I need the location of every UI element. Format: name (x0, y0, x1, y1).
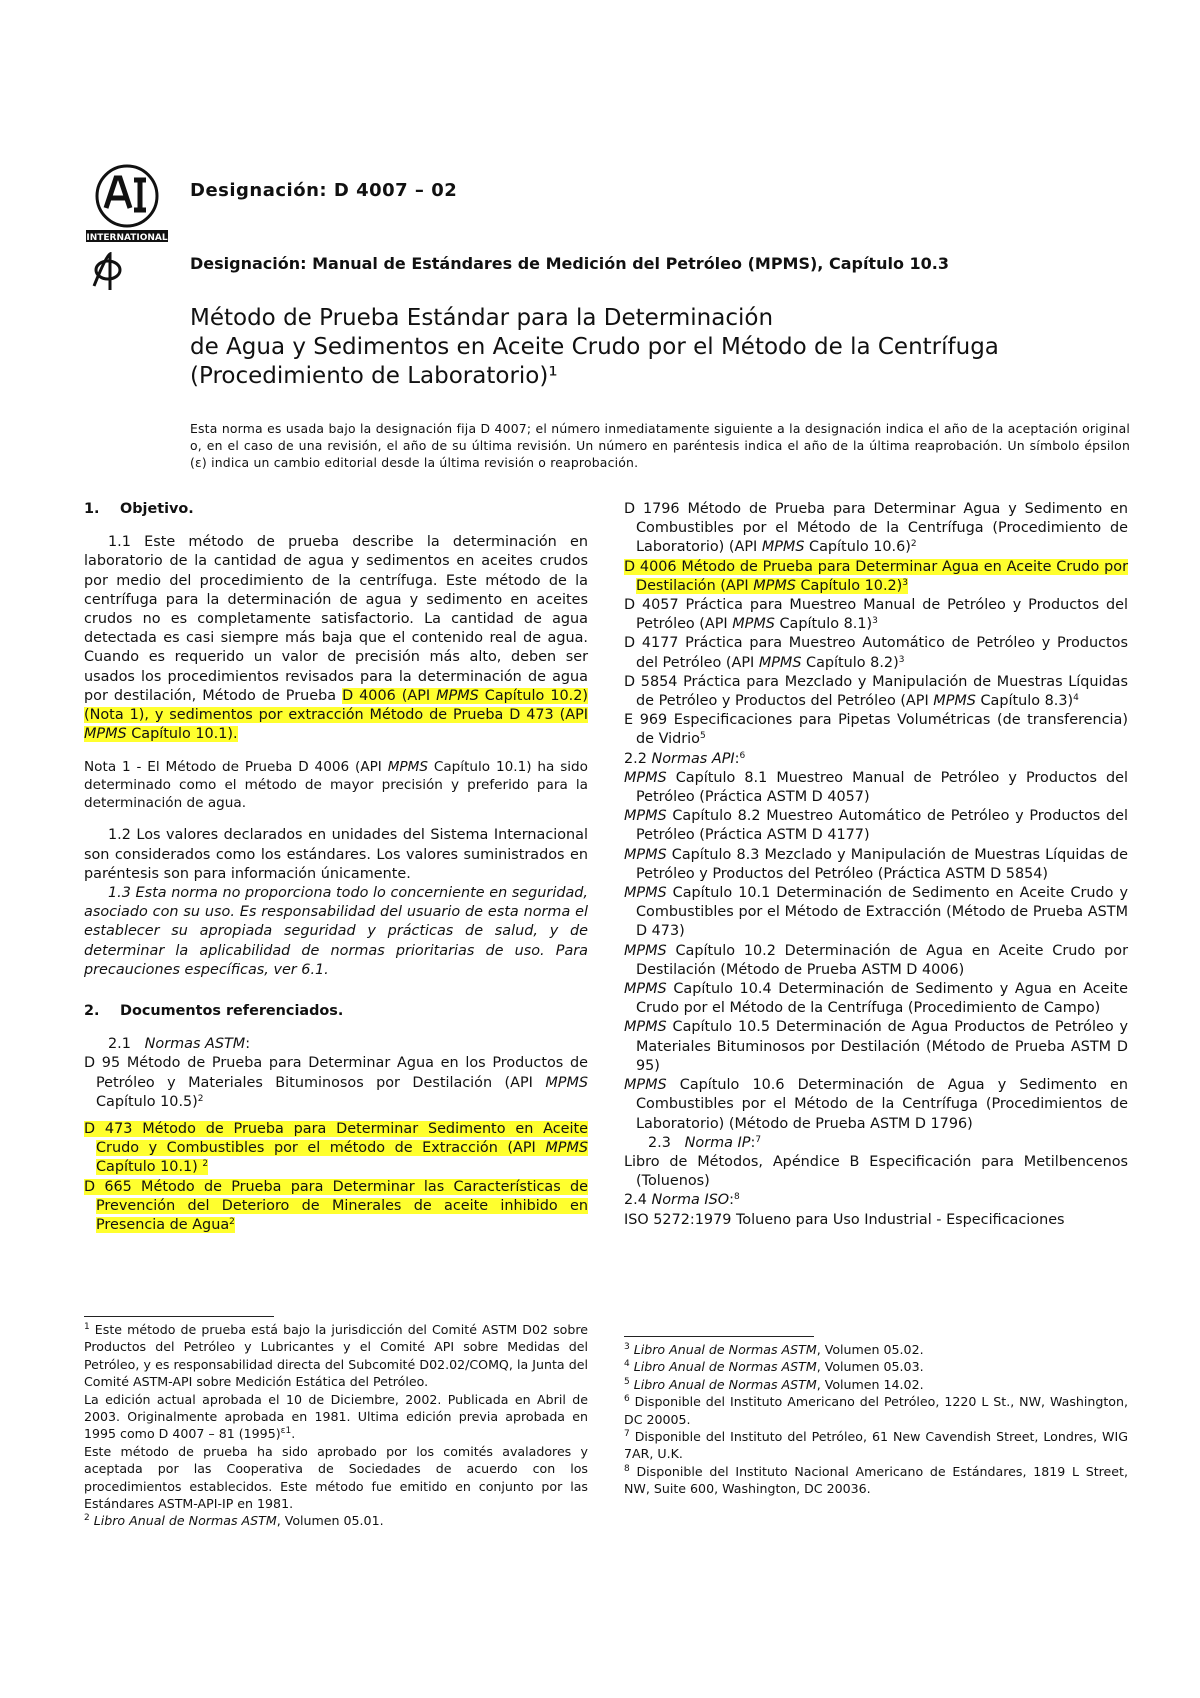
ref-mpms-8-2: MPMS Capítulo 8.2 Muestreo Automático de Petróleo y Productos del Petróleo (Práctica ASTM D 4177) (624, 808, 1128, 844)
footnote-6: $^6$ Disponible del Instituto Americano del Petróleo, 1220 L St., NW, Washington, DC 20005. (624, 1394, 1128, 1427)
ref-e969: E 969 Especificaciones para Pipetas Volumétricas (de transferencia) de Vidrio$^5$ (624, 712, 1128, 748)
footnote-7: $^7$ Disponible del Instituto del Petróleo, 61 New Cavendish Street, Londres, WIG 7AR, U.K. (624, 1429, 1128, 1462)
ref-mpms-10-2: MPMS Capítulo 10.2 Determinación de Agua en Aceite Crudo por Destilación (Método de Prueba ASTM D 4006) (624, 942, 1128, 978)
ref-d473: D 473 Método de Prueba para Determinar Sedimento en Aceite Crudo y Combustibles por el método de Extracción (API MPMS Capítulo 10.1) $^2$ (84, 1121, 588, 1176)
subsection-2-2: 2.2 Normas API:$^6$ (624, 750, 746, 767)
api-logo (86, 252, 126, 292)
ref-mpms-8-3: MPMS Capítulo 8.3 Mezclado y Manipulación de Muestras Líquidas de Petróleo y Productos del Petróleo (Práctica ASTM D 5854) (624, 846, 1128, 882)
designation-2: Designación: Manual de Estándares de Medición del Petróleo (MPMS), Capítulo 10.3 (190, 254, 949, 273)
note-1: Nota 1 - El Método de Prueba D 4006 (API MPMS Capítulo 10.1) ha sido determinado como el método de mayor precisión y preferido para la determinación de agua. (84, 759, 589, 812)
ref-iso-5272: ISO 5272:1979 Tolueno para Uso Industrial - Especificaciones (624, 1211, 1065, 1228)
title-line-3: (Procedimiento de Laboratorio)¹ (190, 363, 558, 389)
footnote-3: $^3$ Libro Anual de Normas ASTM, Volumen 05.02. (624, 1342, 924, 1357)
footnote-8: $^8$ Disponible del Instituto Nacional Americano de Estándares, 1819 L Street, NW, Suite 600, Washington, DC 20036. (624, 1463, 1128, 1497)
ref-d4057: D 4057 Práctica para Muestreo Manual de Petróleo y Productos del Petróleo (API MPMS Capítulo 8.1)$^3$ (624, 597, 1128, 633)
right-column (624, 500, 1128, 1230)
footnote-2: $^2$ Libro Anual de Normas ASTM, Volumen 05.01. (84, 1513, 384, 1529)
ref-d665: D 665 Método de Prueba para Determinar las Características de Prevención del Deterioro de Minerales de aceite inhibido en Presencia de Agua$^2$ (84, 1178, 588, 1234)
footnote-4: $^4$ Libro Anual de Normas ASTM, Volumen 05.03. (624, 1359, 924, 1375)
title-line-2: de Agua y Sedimentos en Aceite Crudo por el Método de la Centrífuga (190, 334, 999, 360)
paragraph-1-1: 1.1 Este método de prueba describe la determinación en laboratorio de la cantidad de agua y sedimentos en aceites crudos por medio del procedimiento de la centrífuga. Este método de la centrífuga para la determinación de agua y sedimento en aceites crudos no es completamente satisfactorio. La cantidad de agua detectada es casi siempre más baja que el contenido real de agua. Cuando es requerido un valor de precisión más alto, deben ser usados los procedimientos revisados para la determinación de agua por destilación, Método de Prueba D 4006 (API MPMS Capítulo 10.2) (Nota 1), y sedimentos por extracción Método de Prueba D 473 (API MPMS Capítulo 10.1). (84, 534, 588, 743)
paragraph-1-3: 1.3 Esta norma no proporciona todo lo concerniente en seguridad, asociado con su uso. Es responsabilidad del usuario de esta norma el establecer su apropiada seguridad y prácticas de salud, y de determinar la aplicabilidad de normas prioritarias de uso. Para precauciones específicas, ver 6.1. (84, 885, 588, 978)
document-title (190, 304, 1150, 391)
footnote-1-edition: La edición actual aprobada el 10 de Diciembre, 2002. Publicada en Abril de 2003. Originalmente aprobada en 1981. Ultima edición previa aprobada en 1995 como D 4007 – 81 $(1995)^{ɛ1}$. (84, 1391, 588, 1442)
designation-1: Designación: D 4007 – 02 (190, 180, 458, 201)
ref-d5854: D 5854 Práctica para Mezclado y Manipulación de Muestras Líquidas de Petróleo y Productos del Petróleo (API MPMS Capítulo 8.3)$^4$ (624, 673, 1128, 710)
footnote-1: $^1$ Este método de prueba está bajo la jurisdicción del Comité ASTM D02 sobre Productos del Petróleo y Lubricantes y el Comité API sobre Medidas del Petróleo, y es responsabilidad directa del Subcomité D02.02/COMQ, la Junta del Comité ASTM-API sobre Medición Estática del Petróleo. (84, 1322, 588, 1390)
ref-mpms-10-6: MPMS Capítulo 10.6 Determinación de Agua y Sedimento en Combustibles por el Método de la Centrífuga (Procedimientos de Laboratorio) (Método de Prueba ASTM D 1796) (624, 1077, 1128, 1132)
astm-logo (84, 160, 170, 246)
ref-libro-metodos: Libro de Métodos, Apéndice B Especificación para Metilbencenos (Toluenos) (624, 1153, 1128, 1190)
ref-d95: D 95 Método de Prueba para Determinar Agua en los Productos de Petróleo y Materiales Bituminosos por Destilación (API MPMS Capítulo 10.5)$^2$ (84, 1055, 588, 1110)
ref-mpms-8-1: MPMS Capítulo 8.1 Muestreo Manual de Petróleo y Productos del Petróleo (Práctica ASTM D 4057) (624, 769, 1128, 806)
ref-d4177: D 4177 Práctica para Muestreo Automático de Petróleo y Productos del Petróleo (API MPMS Capítulo 8.2)$^3$ (624, 635, 1128, 671)
subsection-2-4: 2.4 Norma ISO:$^8$ (624, 1192, 740, 1209)
title-line-1: Método de Prueba Estándar para la Determinación (190, 305, 774, 331)
footnote-5: $^5$ Libro Anual de Normas ASTM, Volumen 14.02. (624, 1376, 924, 1392)
footnotes-left (84, 1316, 588, 1530)
ref-mpms-10-4: MPMS Capítulo 10.4 Determinación de Sedimento y Agua en Aceite Crudo por el Método de la Centrífuga (Procedimiento de Campo) (624, 981, 1128, 1017)
ref-mpms-10-1: MPMS Capítulo 10.1 Determinación de Sedimento en Aceite Crudo y Combustibles por el Método de Extracción (Método de Prueba ASTM D 473) (624, 885, 1128, 940)
ref-d1796: D 1796 Método de Prueba para Determinar Agua y Sedimento en Combustibles por el Método de la Centrífuga (Procedimiento de Laboratorio) (API MPMS Capítulo 10.6)$^2$ (624, 501, 1128, 556)
section-1-heading: 1. Objetivo. (84, 501, 194, 517)
section-2-heading: 2. Documentos referenciados. (84, 1003, 344, 1020)
paragraph-1-2: 1.2 Los valores declarados en unidades del Sistema Internacional son considerados como los estándares. Los valores suministrados en paréntesis son para información únicamente. (84, 827, 588, 882)
footnote-1-approval: Este método de prueba ha sido aprobado por los comités avaladores y aceptada por las Cooperativa de Sociedades de acuerdo con los procedimientos establecidos. Este método fue emitido en conjunto por las Estándares ASTM-API-IP en 1981. (84, 1443, 588, 1512)
ref-mpms-10-5: MPMS Capítulo 10.5 Determinación de Agua Productos de Petróleo y Materiales Bituminosos por Destilación (Método de Prueba ASTM D 95) (624, 1019, 1128, 1074)
footnotes-right (624, 1336, 1128, 1498)
subsection-2-3: 2.3 Norma IP:$^7$ (648, 1134, 762, 1151)
astm-logo-text: INTERNATIONAL (86, 233, 168, 243)
intro-paragraph: Esta norma es usada bajo la designación fija D 4007; el número inmediatamente siguiente a la designación indica el año de la aceptación original o, en el caso de una revisión, el año de su última revisión. Un número en paréntesis indica el año de la última reaprobación. Un símbolo épsilon (ɛ) indica un cambio editorial desde la última revisión o reaprobación. (190, 421, 1130, 470)
ref-d4006: D 4006 Método de Prueba para Determinar Agua en Aceite Crudo por Destilación (API MPMS Capítulo 10.2)$^3$ (624, 558, 1128, 594)
left-column (84, 500, 588, 1235)
subsection-2-1: 2.1 Normas ASTM: (108, 1036, 251, 1053)
